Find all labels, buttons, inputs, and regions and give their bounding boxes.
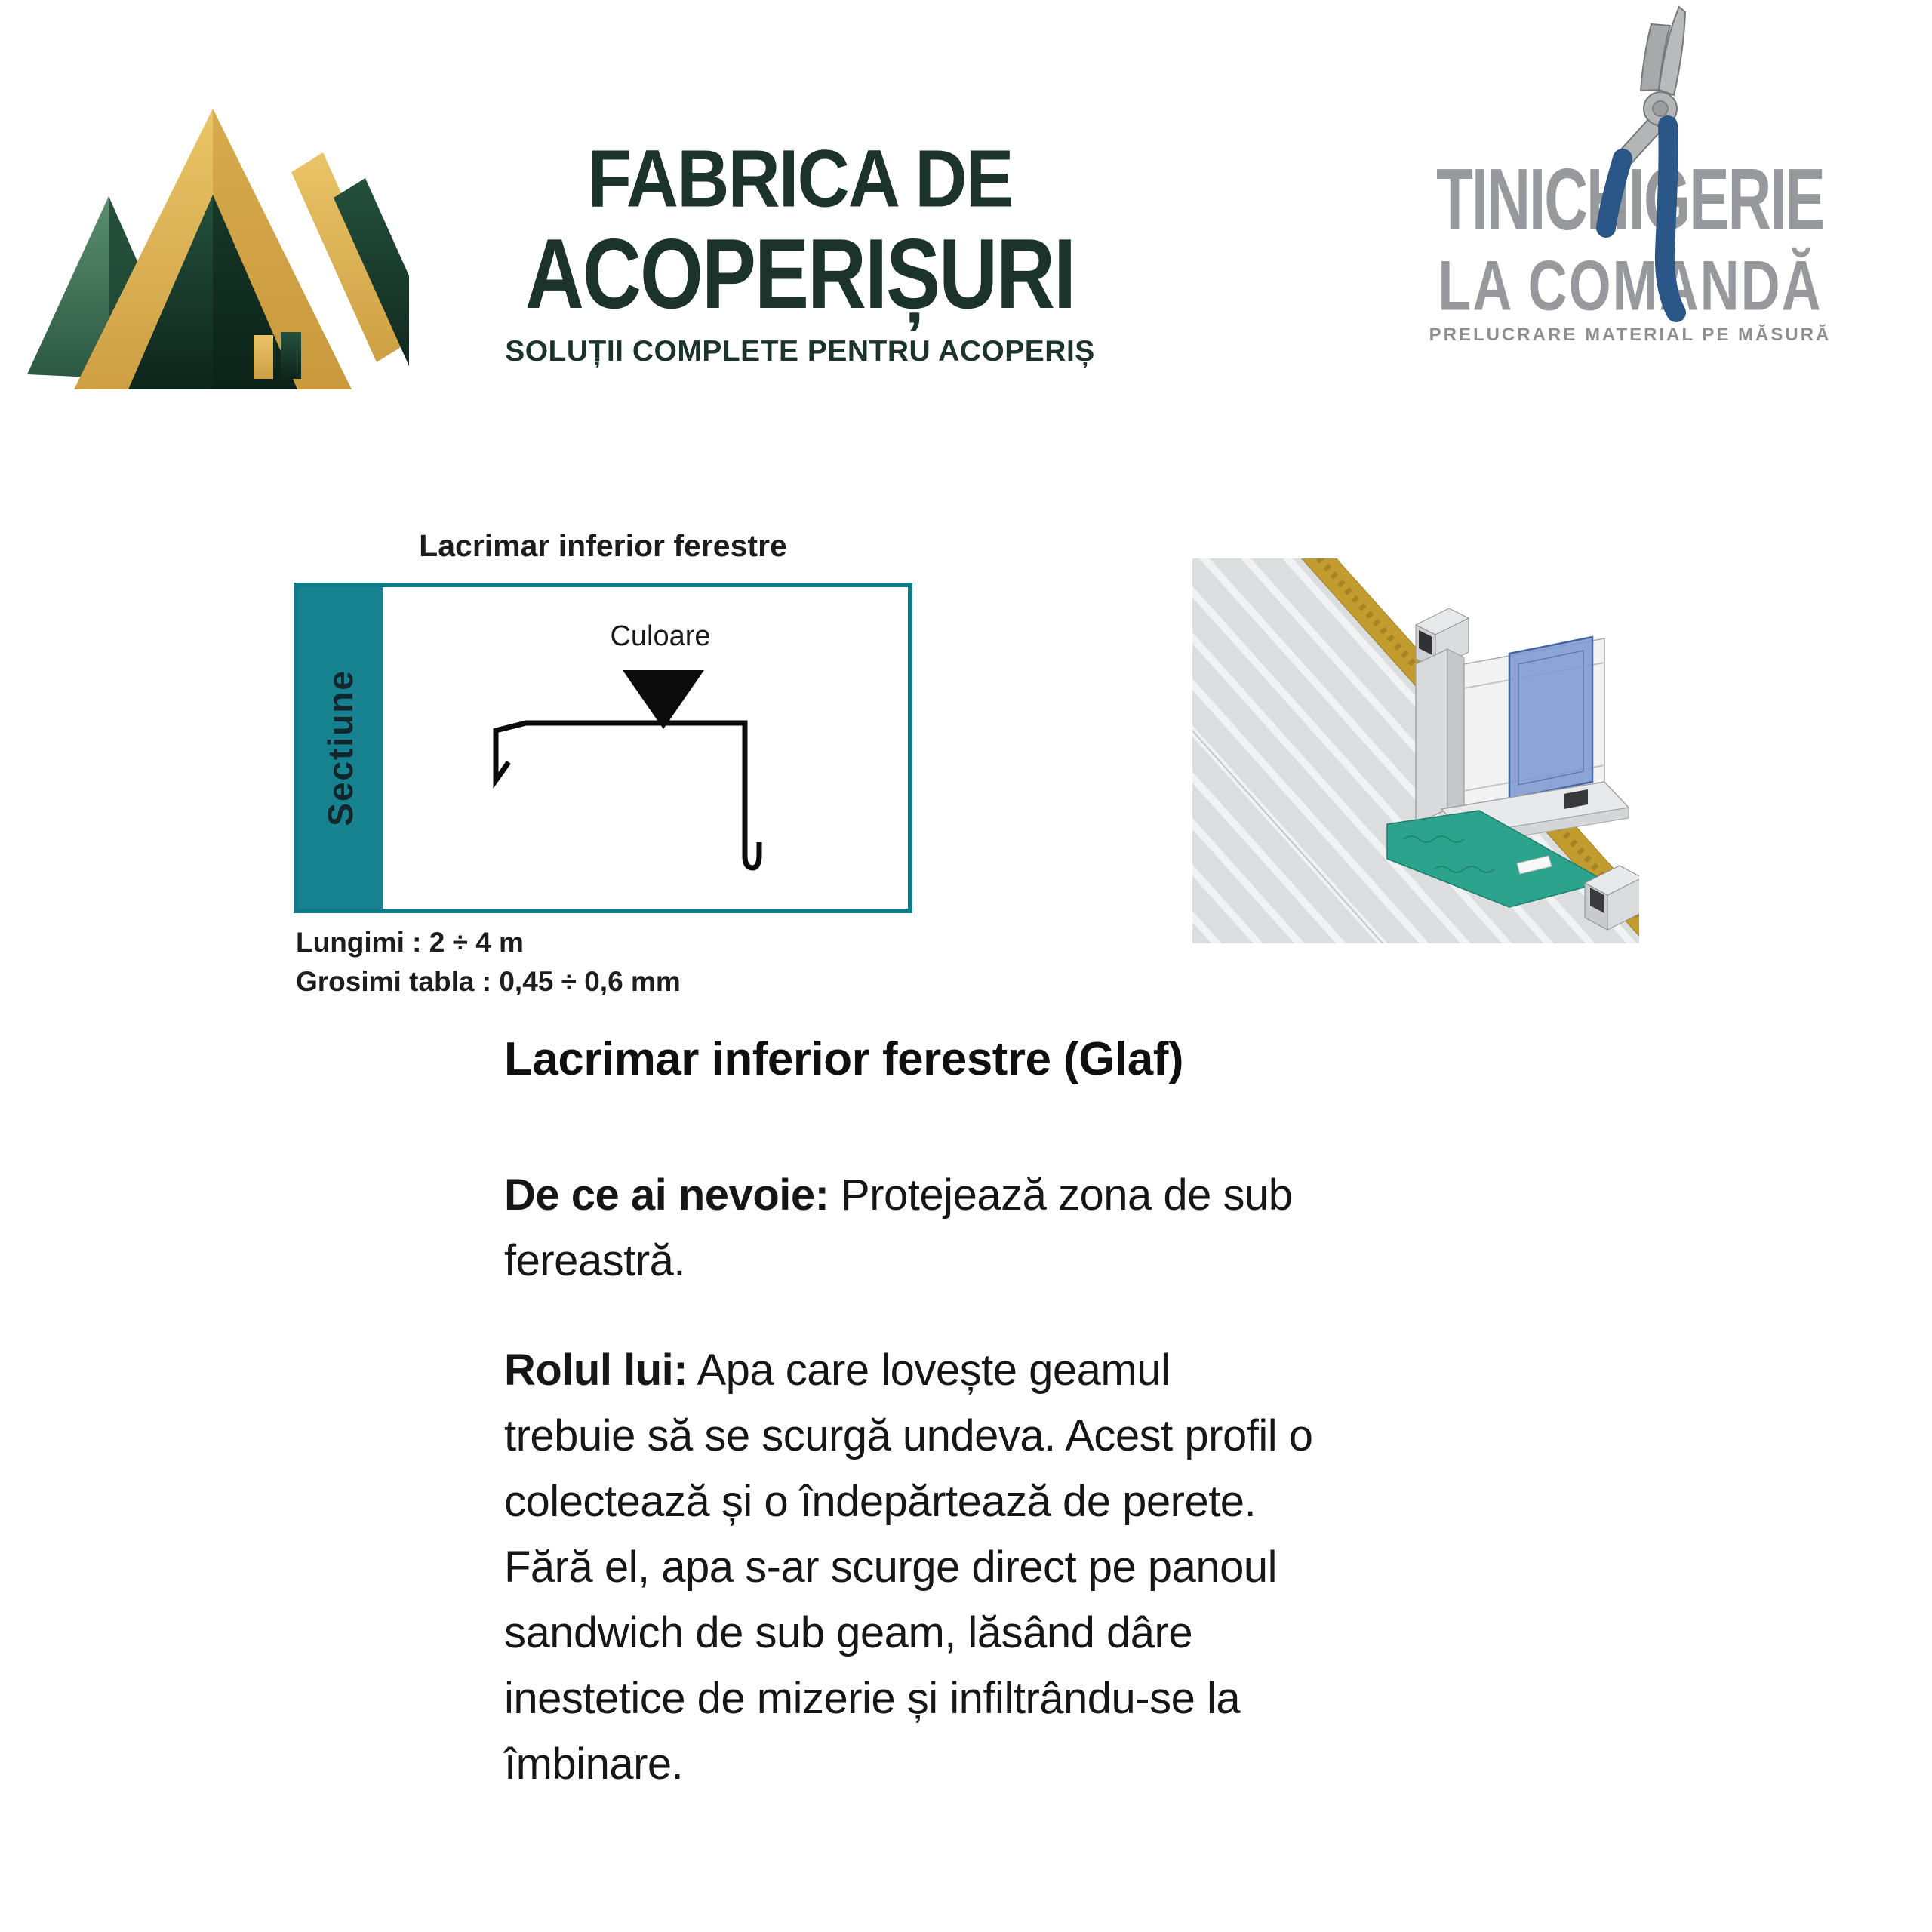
profile-drawing (298, 587, 908, 909)
right-logo-tagline: PRELUCRARE MATERIAL PE MĂSURĂ (1429, 325, 1832, 345)
right-logo-subtitle: LA COMANDĂ (1438, 247, 1823, 326)
paragraph-lead: De ce ai nevoie: (504, 1171, 829, 1220)
color-label: Culoare (610, 620, 711, 652)
mountain-roof-logo-icon (27, 104, 409, 400)
section-label: Sectiune (321, 669, 360, 826)
thickness-spec: Grosimi tabla : 0,45 ÷ 0,6 mm (296, 966, 681, 997)
text-line: colectează și o îndepărtează de perete. (504, 1477, 1257, 1526)
paragraph-lead: Rolul lui: (504, 1346, 688, 1395)
text-line (504, 1162, 1292, 1228)
length-spec: Lungimi : 2 ÷ 4 m (296, 927, 524, 958)
text-line: fereastră. (504, 1236, 685, 1285)
left-logo-title-line1: FABRICA DE (587, 134, 1013, 224)
paragraph-text: Protejează zona de sub (829, 1171, 1293, 1220)
spec-card-box (294, 583, 912, 913)
paragraph-de-ce-ai-nevoie (504, 1162, 1292, 1294)
paragraph-rolul-lui (504, 1337, 1312, 1797)
left-logo-tagline: SOLUȚII COMPLETE PENTRU ACOPERIȘ (505, 335, 1095, 368)
paragraph-text: Apa care lovește geamul (688, 1346, 1171, 1395)
window-sill-3d-illustration (1192, 558, 1639, 943)
text-line: inestetice de mizerie și infiltrându-se la (504, 1674, 1241, 1723)
text-line: sandwich de sub geam, lăsând dâre (504, 1608, 1193, 1657)
right-logo-title: TINICHIGERIE (1436, 150, 1824, 248)
text-line: îmbinare. (504, 1740, 684, 1789)
spec-card-title: Lacrimar inferior ferestre (419, 528, 787, 563)
tin-snips-icon (1555, 3, 1751, 328)
text-line: trebuie să se scurgă undeva. Acest profil o (504, 1411, 1313, 1460)
left-logo-title-line2: ACOPERIȘURI (525, 217, 1075, 330)
text-line (504, 1337, 1312, 1403)
description-heading: Lacrimar inferior ferestre (Glaf) (504, 1033, 1184, 1085)
text-line: Fără el, apa s-ar scurge direct pe panoul (504, 1543, 1278, 1592)
